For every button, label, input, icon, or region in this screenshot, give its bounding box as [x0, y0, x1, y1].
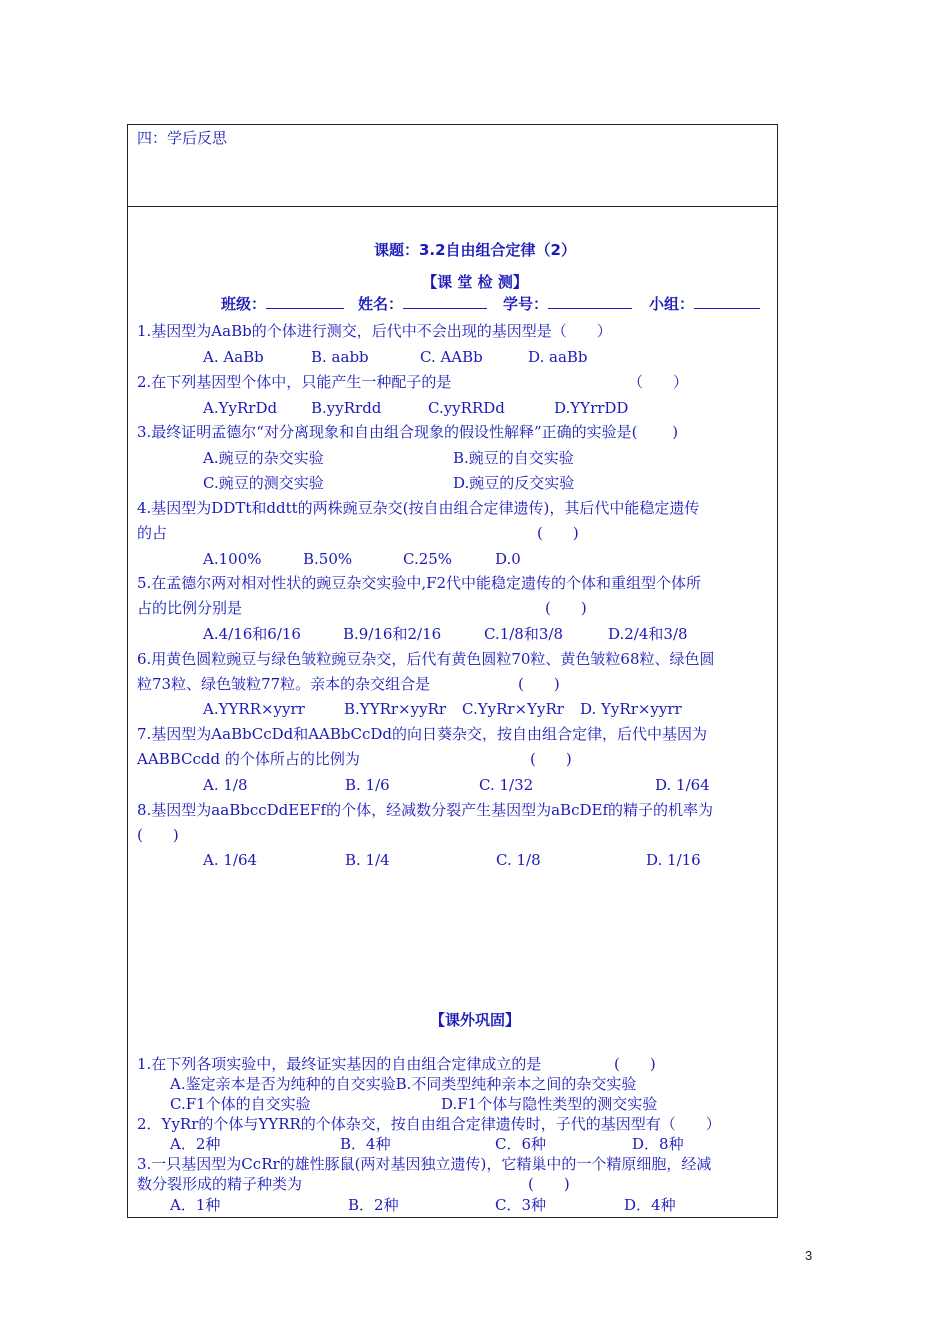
question-5-option-c: C.1/8和3/8	[484, 625, 563, 643]
question-6-option-b: B.YYRr×yyRr	[344, 700, 447, 718]
question-1-stem: 1.基因型为AaBb的个体进行测交，后代中不会出现的基因型是（ ）	[137, 322, 612, 340]
extra-2-option-c: C．6种	[495, 1135, 547, 1153]
question-1-option-b: B. aabb	[311, 348, 369, 366]
question-6-paren: ( )	[518, 675, 560, 693]
question-8-option-a: A. 1/64	[203, 851, 258, 869]
extra-1-paren: ( )	[614, 1055, 656, 1073]
question-4-stem-cont: 的占	[137, 524, 168, 542]
question-7-option-a: A. 1/8	[203, 776, 248, 794]
question-4-option-c: C.25%	[403, 550, 453, 568]
question-2-paren: （ ）	[628, 373, 689, 391]
extra-3-option-b: B．2种	[348, 1196, 399, 1214]
question-5-stem-cont: 占的比例分别是	[137, 599, 243, 617]
extra-1-option-ab: A.鉴定亲本是否为纯种的自交实验B.不同类型纯种亲本之间的杂交实验	[170, 1075, 637, 1093]
name-field[interactable]: 姓名：	[358, 294, 487, 313]
section-heading-classroom: 【课 堂 检 测】	[422, 273, 528, 291]
question-3-option-c: C.豌豆的测交实验	[203, 474, 324, 492]
question-3-option-d: D.豌豆的反交实验	[453, 474, 575, 492]
question-7-stem-cont: AABBCcdd 的个体所占的比例为	[137, 750, 360, 768]
question-7-option-c: C. 1/32	[479, 776, 534, 794]
question-5-option-b: B.9/16和2/16	[343, 625, 442, 643]
question-4-option-a: A.100%	[203, 550, 262, 568]
question-2-stem: 2.在下列基因型个体中，只能产生一种配子的是	[137, 373, 452, 391]
question-6-stem-cont: 粒73粒、绿色皱粒77粒。亲本的杂交组合是	[137, 675, 431, 693]
extra-3-option-c: C．3种	[495, 1196, 547, 1214]
question-1-option-c: C. AABb	[420, 348, 483, 366]
extra-1-option-c: C.F1个体的自交实验	[170, 1095, 311, 1113]
question-2-option-d: D.YYrrDD	[554, 399, 629, 417]
question-8-option-b: B. 1/4	[345, 851, 390, 869]
question-4-option-b: B.50%	[303, 550, 353, 568]
extra-2-option-d: D．8种	[632, 1135, 684, 1153]
question-7-option-d: D. 1/64	[655, 776, 710, 794]
question-4-stem: 4.基因型为DDTt和ddtt的两株豌豆杂交(按自由组合定律遗传)，其后代中能稳定遗传	[137, 499, 700, 517]
question-5-paren: ( )	[545, 599, 587, 617]
question-7-option-b: B. 1/6	[345, 776, 390, 794]
extra-1-stem: 1.在下列各项实验中，最终证实基因的自由组合定律成立的是	[137, 1055, 542, 1073]
question-5-stem: 5.在孟德尔两对相对性状的豌豆杂交实验中,F2代中能稳定遗传的个体和重组型个体所	[137, 574, 702, 592]
question-6-stem: 6.用黄色圆粒豌豆与绿色皱粒豌豆杂交，后代有黄色圆粒70粒、黄色皱粒68粒、绿色圆	[137, 650, 715, 668]
question-3-option-a: A.豌豆的杂交实验	[203, 449, 324, 467]
student-id-field[interactable]: 学号：	[503, 294, 632, 313]
question-4-option-d: D.0	[495, 550, 521, 568]
extra-2-option-b: B．4种	[340, 1135, 391, 1153]
question-7-stem: 7.基因型为AaBbCcDd和AABbCcDd的向日葵杂交，按自由组合定律，后代中基因为	[137, 725, 708, 743]
question-4-paren: ( )	[537, 524, 579, 542]
question-6-option-d: D. YyRr×yyrr	[580, 700, 682, 718]
question-8-option-d: D. 1/16	[646, 851, 701, 869]
question-2-option-a: A.YyRrDd	[203, 399, 278, 417]
extra-3-option-a: A．1种	[170, 1196, 221, 1214]
extra-3-stem-cont: 数分裂形成的精子种类为	[137, 1175, 303, 1193]
lesson-title: 课题：3.2自由组合定律（2）	[373, 241, 576, 259]
question-1-option-d: D. aaBb	[528, 348, 588, 366]
page-number: 3	[805, 1248, 813, 1263]
extra-1-option-d: D.F1个体与隐性类型的测交实验	[441, 1095, 658, 1113]
extra-3-option-d: D．4种	[624, 1196, 676, 1214]
question-5-option-a: A.4/16和6/16	[203, 625, 301, 643]
question-7-paren: ( )	[530, 750, 572, 768]
question-8-option-c: C. 1/8	[496, 851, 541, 869]
question-2-option-c: C.yyRRDd	[428, 399, 505, 417]
question-3-option-b: B.豌豆的自交实验	[453, 449, 574, 467]
question-2-option-b: B.yyRrdd	[311, 399, 382, 417]
reflection-label: 四：学后反思	[137, 129, 228, 147]
question-8-stem: 8.基因型为aaBbccDdEEFf的个体，经减数分裂产生基因型为aBcDEf的精子的机率为	[137, 801, 714, 819]
question-3-stem: 3.最终证明孟德尔“对分离现象和自由组合现象的假设性解释”正确的实验是( )	[137, 423, 679, 441]
extra-2-stem: 2．YyRr的个体与YYRR的个体杂交，按自由组合定律遗传时，子代的基因型有（ ）	[137, 1115, 721, 1133]
question-5-option-d: D.2/4和3/8	[608, 625, 688, 643]
question-6-option-c: C.YyRr×YyRr	[462, 700, 564, 718]
question-8-stem-cont: ( )	[137, 826, 179, 844]
class-field[interactable]: 班级：	[221, 294, 344, 313]
question-1-option-a: A. AaBb	[203, 348, 264, 366]
question-6-option-a: A.YYRR×yyrr	[203, 700, 305, 718]
section-heading-homework: 【课外巩固】	[429, 1011, 520, 1029]
group-field[interactable]: 小组：	[649, 294, 760, 313]
extra-3-paren: ( )	[528, 1175, 570, 1193]
extra-2-option-a: A．2种	[170, 1135, 221, 1153]
extra-3-stem: 3.一只基因型为CcRr的雄性豚鼠(两对基因独立遗传)，它精巢中的一个精原细胞，经减	[137, 1155, 712, 1173]
